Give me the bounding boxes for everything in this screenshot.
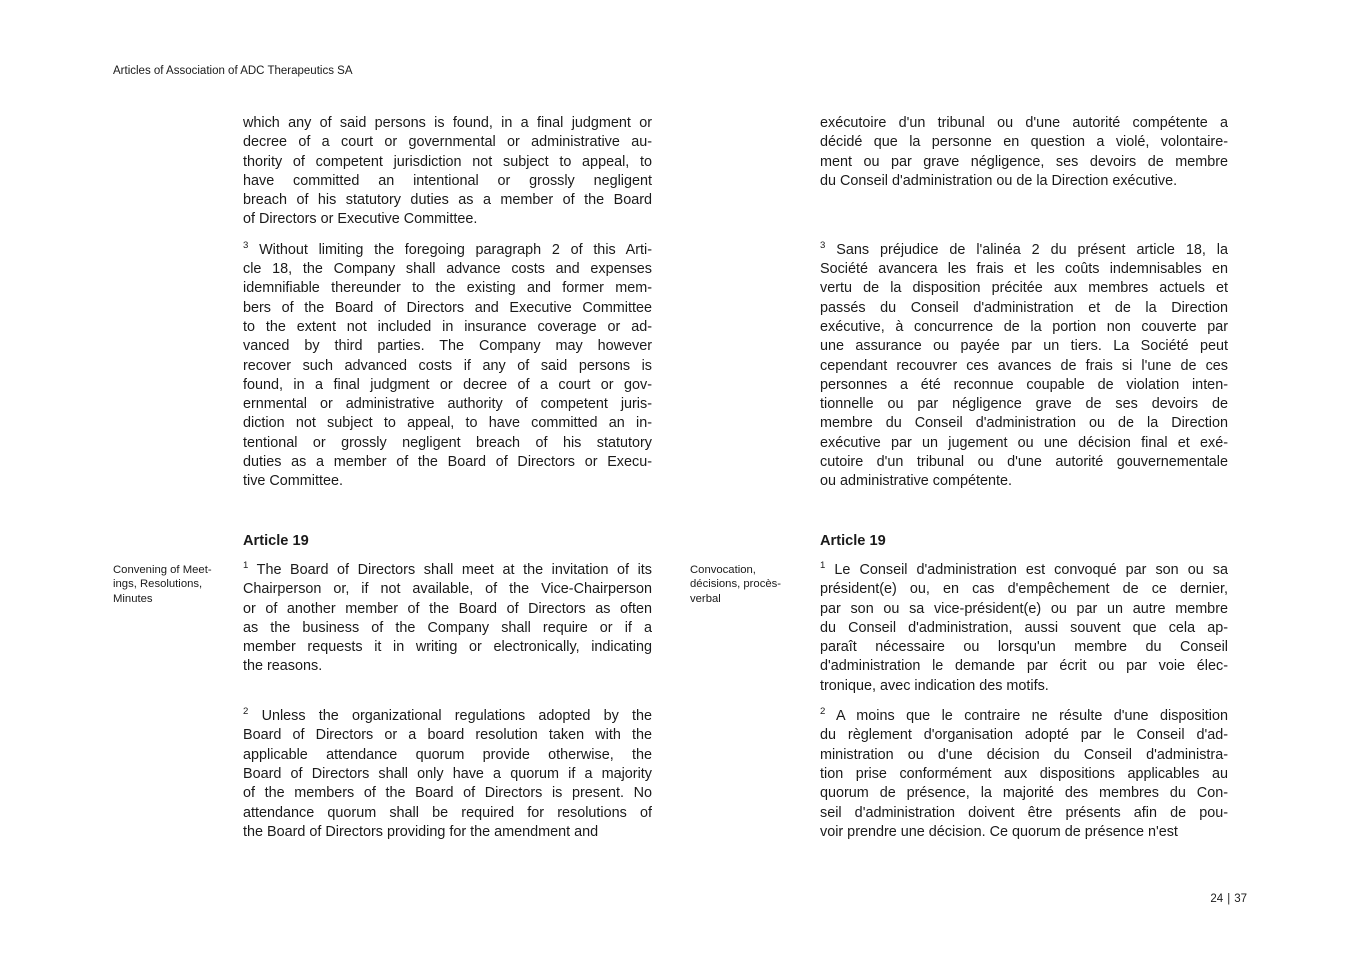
text-line [243,638,652,657]
content-row [113,707,1228,842]
text-line-content: as the business of the Company shall require or if a [243,619,652,636]
text-line [243,434,652,453]
text-line-content: A moins que le contraire ne résulte d'une disposition [836,708,1228,725]
content-row [113,241,1228,492]
paragraph-number: 2 [243,707,249,718]
text-line [820,357,1228,376]
text-line-content: du Conseil d'administration, aussi souvent que cela ap- [820,619,1228,636]
text-line [243,260,652,279]
text-line-content: have committed an intentional or grossly negligent [243,172,652,189]
text-line [820,765,1228,784]
text-line-content: membre du Conseil d'administration ou de la Direction [820,415,1228,432]
text-line-content: to the extent not included in insurance coverage or ad- [243,318,652,335]
text-line [820,707,1228,726]
text-line [243,726,652,745]
text-line [243,279,652,298]
text-line-content: paraît nécessaire ou lorsqu'un membre du Conseil [820,639,1228,656]
text-line [243,657,652,676]
text-line [820,279,1228,298]
text-line-content: vanced by third parties. The Company may however [243,338,652,355]
margin-note-line: Convocation, [690,563,756,576]
paragraph-fr [820,241,1228,492]
text-line [243,299,652,318]
text-line-content: Chairperson or, if not available, of the Vice-Chairperson [243,581,652,598]
text-line-content: which any of said persons is found, in a final judgment or [243,115,652,131]
text-line-content: ment ou par grave négligence, ses devoirs de membre [820,153,1228,170]
text-line-content: Société avancera les frais et les coûts indemnisables en [820,261,1228,278]
text-line-content: Board of Directors or a board resolution taken with the [243,727,652,744]
text-line [243,619,652,638]
text-line-content: quorum de présence, la majorité des membres du Con- [820,785,1228,802]
text-line-content: found, in a final judgment or decree of a court or gov- [243,376,652,393]
paragraph-fr [820,114,1228,191]
text-line [820,746,1228,765]
text-line-content: exécutive par un jugement ou une décision final et exé- [820,434,1228,451]
en-column-cell [243,114,652,230]
text-line-content: decree of a court or governmental or administrative au- [243,134,652,151]
en-column-cell [243,241,652,492]
fr-column-cell [820,561,1228,696]
content-row [113,114,1228,230]
text-line-content: Without limiting the foregoing paragraph 2 of this Arti- [259,241,652,258]
text-line [820,561,1228,580]
paragraph-fr [820,707,1228,842]
text-line [820,657,1228,676]
text-line [243,153,652,172]
text-line-content: Le Conseil d'administration est convoqué par son ou sa [834,561,1228,578]
text-line [820,823,1228,842]
text-line-content: personnes a été reconnue coupable de violation inten- [820,376,1228,393]
text-line-content: idemnifiable thereunder to the existing and former mem- [243,280,652,297]
text-line [243,395,652,414]
text-line-content: passés du Conseil d'administration et de la Direction [820,299,1228,316]
text-line-content: the reasons. [243,658,323,675]
margin-note-right [690,561,820,607]
text-line-content: the Board of Directors providing for the amendment and [243,823,599,840]
fr-column-cell [820,707,1228,842]
text-line-content: président(e) ou, en cas d'empêchement de ce dernier, [820,581,1228,598]
text-line [243,357,652,376]
text-line-content: exécutoire d'un tribunal ou d'une autorité compétente a [820,115,1228,131]
text-line [243,453,652,472]
page-number-separator: | [1227,893,1231,905]
text-line-content: Board of Directors shall only have a quorum if a majority [243,765,652,782]
text-line-content: par son ou sa vice-président(e) ou par un autre membre [820,600,1228,617]
margin-note-line: verbal [690,592,721,605]
text-line-content: duties as a member of the Board of Directors or Execu- [243,454,652,471]
text-line [820,299,1228,318]
text-line [820,638,1228,657]
text-line [243,172,652,191]
article-heading-fr: Article 19 [820,532,886,549]
text-line-content: du Conseil d'administration ou de la Direction exécutive. [820,172,1178,189]
text-line [243,472,652,491]
text-line-content: ou administrative compétente. [820,473,1012,490]
text-line-content: tion prise conformément aux dispositions applicables au [820,765,1228,782]
text-line [820,172,1228,191]
text-line-content: member requests it in writing or electronically, indicating [243,639,652,656]
page-footer [1210,892,1247,906]
running-header-text: Articles of Association of ADC Therapeutics SA [113,65,353,77]
page-number-total: 37 [1234,893,1247,905]
text-line-content: d'administration le demande par écrit ou par voie élec- [820,658,1228,675]
paragraph-number: 3 [243,240,249,251]
text-line-content: recover such advanced costs if any of said persons is [243,357,652,374]
margin-note-left [113,561,243,607]
text-line-content: vertu de la disposition précitée aux membres actuels et [820,280,1228,297]
text-line [820,619,1228,638]
text-line-content: or of another member of the Board of Directors as often [243,600,652,617]
article-heading-en: Article 19 [243,532,309,549]
text-line-content: exécutive, à concurrence de la portion non couverte par [820,318,1228,335]
paragraph-number: 1 [820,560,826,572]
text-line-content: Unless the organizational regulations adopted by the [261,708,652,725]
text-line [820,376,1228,395]
content-row [113,561,1228,696]
text-line [243,414,652,433]
text-line [243,823,652,842]
text-line [820,241,1228,260]
margin-note-column-left [113,561,243,607]
text-line [820,114,1228,133]
text-line [243,804,652,823]
text-line [243,600,652,619]
text-line [243,561,652,580]
content-row [113,532,1228,551]
paragraph-number: 3 [820,240,826,251]
text-line [820,153,1228,172]
text-line [820,804,1228,823]
paragraph-en [243,707,652,842]
margin-note-line: ings, Resolutions, [113,578,203,591]
text-line-content: Sans préjudice de l'alinéa 2 du présent article 18, la [836,241,1228,258]
text-line-content: ernmental or administrative authority of competent juris- [243,396,652,413]
text-line [243,241,652,260]
text-line [820,453,1228,472]
en-column-cell [243,707,652,842]
text-line-content: thority of competent jurisdiction not subject to appeal, to [243,153,652,170]
en-column-cell [243,561,652,677]
paragraph-en [243,241,652,492]
paragraph-en [243,561,652,677]
text-line [820,472,1228,491]
text-line-content: cutoire d'un tribunal ou d'une autorité gouvernementale [820,454,1228,471]
text-line-content: ministration ou d'une décision du Conseil d'administra- [820,746,1228,763]
paragraph-number: 2 [820,707,826,718]
text-line [243,784,652,803]
page-number-current: 24 [1210,893,1224,905]
text-line [820,414,1228,433]
text-line-content: une assurance ou payée par un tiers. La Société peut [820,338,1228,355]
text-line-content: tive Committee. [243,473,343,490]
margin-note-column-right [690,561,820,607]
text-line-content: tronique, avec indication des motifs. [820,677,1049,694]
text-line-content: du règlement d'organisation adopté par le Conseil d'ad- [820,727,1228,744]
text-line [820,434,1228,453]
text-line-content: cle 18, the Company shall advance costs and expenses [243,261,652,278]
text-line-content: of Directors or Executive Committee. [243,211,478,228]
text-line [820,677,1228,696]
text-line [820,395,1228,414]
text-line-content: tionnelle ou par négligence grave de ses devoirs de [820,396,1228,413]
text-line [820,600,1228,619]
text-line-content: breach of his statutory duties as a member of the Board [243,192,652,209]
text-line-content: cependant recouvrer ces avances de frais si l'une de ces [820,357,1228,374]
text-line [243,318,652,337]
margin-note-line: Minutes [113,592,153,605]
text-line [820,580,1228,599]
paragraph-fr [820,561,1228,696]
text-line-content: applicable attendance quorum provide otherwise, the [243,746,652,763]
text-line-content: of the members of the Board of Directors is present. No [243,785,652,802]
text-line [820,260,1228,279]
text-line [243,707,652,726]
text-line [243,765,652,784]
text-line-content: attendance quorum shall be required for resolutions of [243,804,652,821]
text-line [243,746,652,765]
text-line [243,133,652,152]
text-line-content: bers of the Board of Directors and Executive Committee [243,299,652,316]
margin-note-line: Convening of Meet- [113,563,212,576]
fr-column-cell [820,114,1228,191]
text-line [820,337,1228,356]
text-line-content: décidé que la personne en question a violé, volontaire- [820,134,1228,151]
fr-column-cell [820,532,1228,551]
text-line [243,191,652,210]
text-line [820,784,1228,803]
running-header [113,64,352,78]
text-line-content: diction not subject to appeal, to have committed an in- [243,415,652,432]
paragraph-en [243,114,652,230]
text-line [243,580,652,599]
text-line-content: tentional or grossly negligent breach of his statutory [243,434,652,451]
margin-note-line: décisions, procès- [690,578,782,591]
text-line [820,318,1228,337]
text-line-content: voir prendre une décision. Ce quorum de présence n'est [820,823,1178,840]
text-line [243,210,652,229]
paragraph-number: 1 [243,560,249,572]
fr-column-cell [820,241,1228,492]
text-line [243,114,652,133]
en-column-cell [243,532,652,551]
text-line-content: The Board of Directors shall meet at the invitation of its [256,561,652,578]
document-body [113,114,1228,842]
text-line-content: seil d'administration doivent être présents afin de pou- [820,804,1228,821]
text-line [820,133,1228,152]
text-line [243,337,652,356]
text-line [243,376,652,395]
text-line [820,726,1228,745]
